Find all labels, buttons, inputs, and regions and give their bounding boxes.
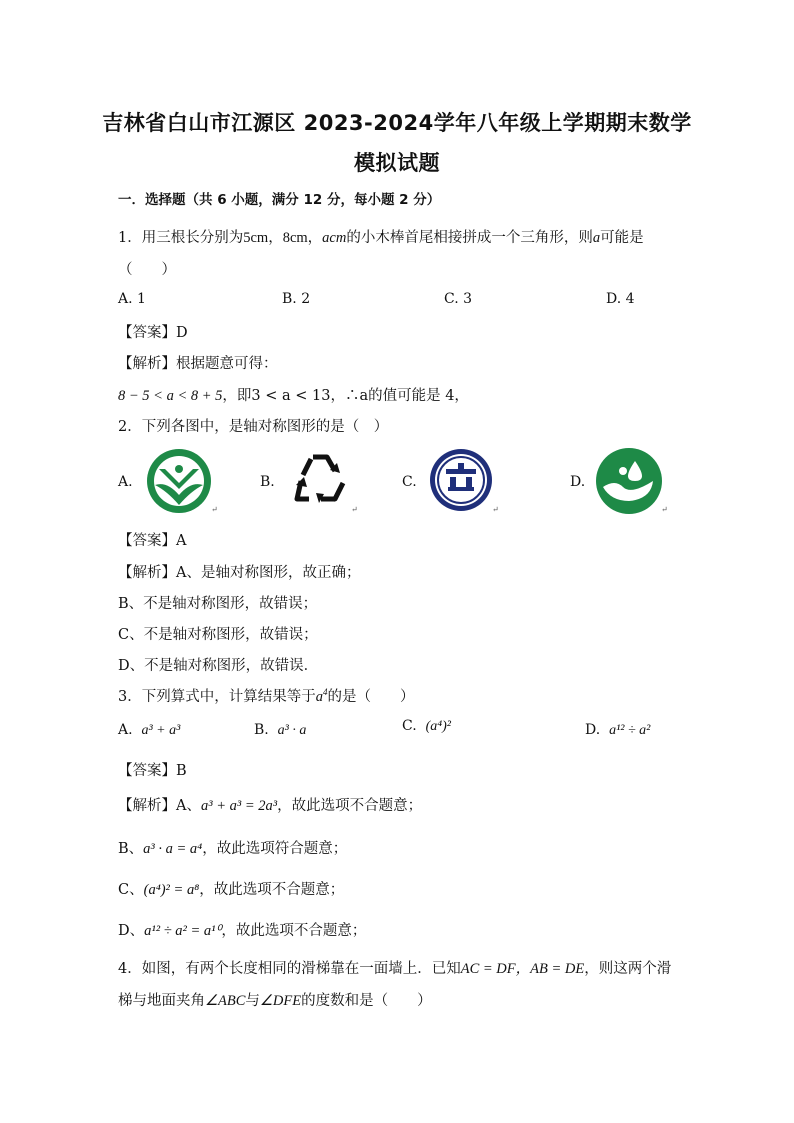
recycle-logo-icon: [287, 447, 353, 513]
option-label: C.: [402, 718, 417, 734]
analysis-expr: a³ · a = a⁴: [143, 841, 203, 857]
anchor-mark-icon: ↵: [661, 505, 668, 514]
q3-text: 的是（ ）: [327, 689, 415, 705]
q3-analysis-d: [118, 919, 366, 940]
q2-label-b: B.: [260, 474, 275, 490]
q1-text: ，: [268, 230, 283, 246]
q1-math-8cm: 8cm: [282, 230, 308, 246]
analysis-expr: a³ + a³ = 2a³: [200, 798, 278, 814]
analysis-prefix: 【解析】A、: [118, 798, 201, 814]
option-expr: a³ · a: [277, 723, 307, 738]
option-expr: a¹² ÷ a²: [609, 723, 651, 738]
q3-stem: [118, 685, 414, 706]
q2-stem: 2．下列各图中，是轴对称图形的是（ ）: [118, 419, 389, 435]
q4-text: 与: [245, 993, 260, 1009]
q1-text: ，: [307, 230, 323, 246]
doc-title-line1: 吉林省白山市江源区 2023-2024学年八年级上学期期末数学: [102, 111, 692, 135]
q4-text: 4．如图，有两个长度相同的滑梯靠在一面墙上．已知: [118, 961, 461, 977]
q1-inequality: 8 − 5 < a < 8 + 5: [118, 388, 223, 404]
q1-option-d: D. 4: [606, 291, 635, 307]
q1-answer: 【答案】D: [118, 325, 188, 341]
q1-analysis-step: [118, 384, 469, 405]
q3-analysis-a: [118, 794, 422, 815]
analysis-prefix: C、: [118, 882, 144, 898]
q1-paren: （ ）: [118, 262, 176, 278]
q2-analysis-c: C、不是轴对称图形，故错误；: [118, 627, 318, 643]
q2-analysis-d: D、不是轴对称图形，故错误．: [118, 658, 319, 674]
q1-math-5cm: 5cm: [243, 230, 269, 246]
q1-text: 1．用三根长分别为: [118, 230, 244, 246]
option-expr: a³ + a³: [141, 723, 181, 738]
option-label: B.: [254, 722, 269, 738]
q1-option-a: A. 1: [118, 291, 146, 307]
q4-text: 梯与地面夹角: [118, 993, 205, 1009]
q3-analysis-b: [118, 837, 347, 858]
q3-option-c: [402, 718, 451, 735]
q4-math-equalities: AC = DF，AB = DE: [460, 961, 585, 977]
anchor-mark-icon: ↵: [211, 505, 218, 514]
q1-text: 可能是: [600, 230, 644, 246]
q3-option-b: [254, 722, 306, 739]
q4-stem-line1: [118, 957, 671, 978]
q3-analysis-c: [118, 878, 344, 899]
q4-stem-line2: [118, 989, 432, 1010]
q4-angle-dfe: ∠DFE: [259, 993, 302, 1009]
q1-option-b: B. 2: [282, 291, 311, 307]
q4-angle-abc: ∠ABC: [205, 993, 246, 1009]
q3-option-a: [118, 722, 180, 739]
green-symmetric-logo-icon: [145, 447, 213, 515]
q2-answer: 【答案】A: [118, 533, 187, 549]
anchor-mark-icon: ↵: [351, 505, 358, 514]
analysis-expr: a¹² ÷ a² = a¹⁰: [144, 923, 222, 939]
q2-label-d: D.: [570, 474, 586, 490]
q3-answer: 【答案】B: [118, 763, 187, 779]
q2-analysis-b: B、不是轴对称图形，故错误；: [118, 596, 318, 612]
green-water-logo-icon: [595, 447, 663, 515]
section-heading: 一．选择题（共 6 小题，满分 12 分，每小题 2 分）: [118, 192, 441, 208]
q4-text: 的度数和是（ ）: [301, 993, 432, 1009]
analysis-prefix: B、: [118, 841, 144, 857]
analysis-prefix: D、: [118, 923, 145, 939]
q1-text: 的小木棒首尾相接拼成一个三角形，则: [346, 230, 593, 246]
q2-label-a: A.: [118, 474, 133, 490]
analysis-suffix: ，故此选项符合题意；: [202, 841, 348, 857]
q2-analysis-a: 【解析】A、是轴对称图形，故正确；: [118, 565, 361, 581]
q1-math-acm: acm: [322, 230, 347, 246]
q1-analysis: 【解析】根据题意可得：: [118, 356, 278, 372]
option-expr: (a⁴)²: [425, 719, 451, 734]
analysis-suffix: ，故此选项不合题意；: [199, 882, 345, 898]
q4-text: ，则这两个滑: [584, 961, 672, 977]
analysis-expr: (a⁴)² = a⁸: [143, 882, 200, 898]
q3-target-a4: $a^4$: [315, 687, 328, 705]
analysis-suffix: ，故此选项不合题意；: [221, 923, 367, 939]
option-label: A.: [118, 722, 133, 738]
q2-label-c: C.: [402, 474, 417, 490]
q1-math-a: a: [592, 230, 601, 246]
q1-conclusion: ，即3 < a < 13，∴a的值可能是 4，: [222, 388, 469, 404]
q1-option-c: C. 3: [444, 291, 473, 307]
option-label: D.: [585, 722, 601, 738]
q3-option-d: [585, 722, 650, 739]
q1-stem: [118, 226, 644, 247]
anchor-mark-icon: ↵: [492, 505, 499, 514]
navy-circle-logo-icon: [428, 447, 494, 513]
doc-title-line2: 模拟试题: [354, 151, 440, 175]
analysis-suffix: ，故此选项不合题意；: [277, 798, 423, 814]
q3-text: 3．下列算式中，计算结果等于: [118, 689, 316, 705]
